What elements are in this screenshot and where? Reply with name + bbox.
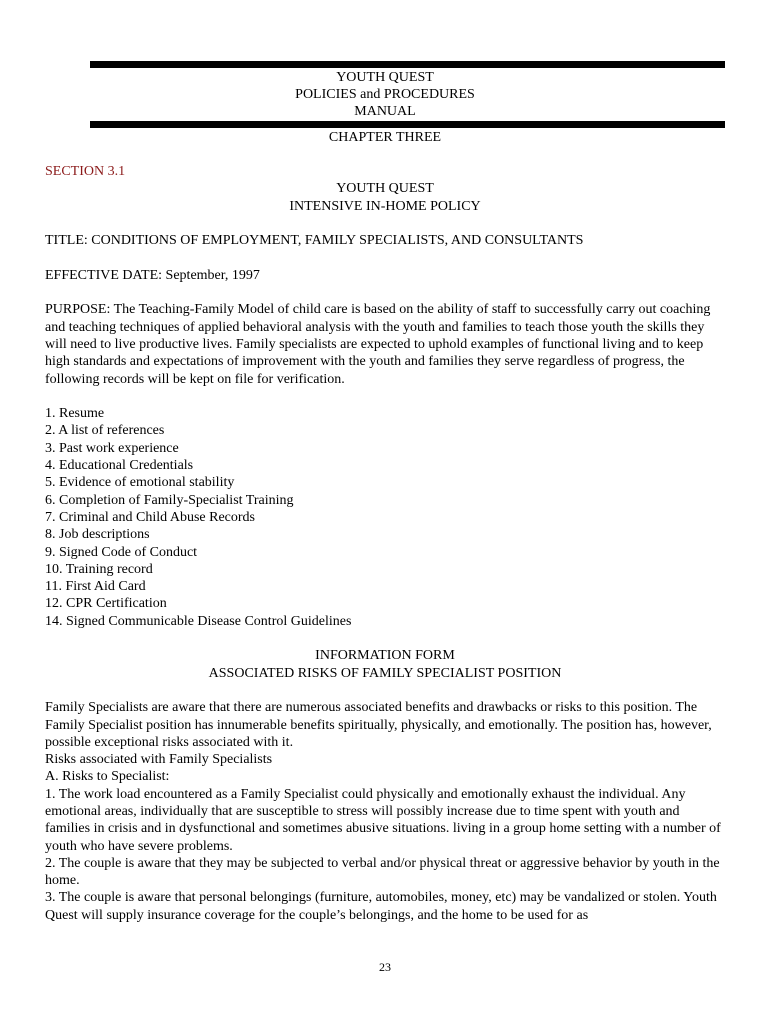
- list-item: 3. Past work experience: [45, 440, 179, 456]
- section-heading-line: INTENSIVE IN-HOME POLICY: [289, 198, 481, 214]
- list-item: 14. Signed Communicable Disease Control Guidelines: [45, 613, 352, 629]
- header-rule-bottom: [90, 121, 725, 128]
- records-list: [45, 405, 725, 630]
- risk-item: 1. The work load encountered as a Family Specialist could physically and emotionally exhaust the individual. Any emotional areas, individually that are susceptible to stress will possibly increase due to time spent with youth and families in crisis and in dysfunctional and sometimes abusive situations. living in a group home setting with a number of youth who have severe problems.: [45, 786, 721, 854]
- manual-title: [90, 69, 680, 120]
- purpose-paragraph: PURPOSE: The Teaching-Family Model of child care is based on the ability of staff to successfully carry out coaching and teaching techniques of applied behavioral analysis with the youth and families to teach those youth the skills they will need to live productive lives. Family specialists are expected to uphold examples of functional living and to keep high standards and expectations of improvement with the youth and families they serve regardless of progress, the following records will be kept on file for verification.: [45, 302, 711, 387]
- list-item: 2. A list of references: [45, 423, 165, 439]
- manual-title-line: YOUTH QUEST: [336, 70, 434, 85]
- list-item: 7. Criminal and Child Abuse Records: [45, 509, 255, 525]
- list-item: 6. Completion of Family-Specialist Training: [45, 492, 294, 508]
- list-item: 8. Job descriptions: [45, 527, 150, 543]
- section-heading: [45, 180, 725, 215]
- list-item: 10. Training record: [45, 561, 153, 577]
- page-number: 23: [379, 960, 391, 974]
- risk-item: 3. The couple is aware that personal belongings (furniture, automobiles, money, etc) may be vandalized or stolen. Youth Quest will supply insurance coverage for the couple’s belongings, and the home to be used for as: [45, 890, 717, 923]
- info-form-heading-line: INFORMATION FORM: [315, 648, 455, 664]
- document-body: [45, 163, 725, 924]
- section-label: SECTION 3.1: [45, 164, 126, 179]
- manual-title-line: POLICIES and PROCEDURES: [295, 87, 475, 102]
- list-item: 12. CPR Certification: [45, 596, 167, 612]
- list-item: 9. Signed Code of Conduct: [45, 544, 198, 560]
- effective-date: EFFECTIVE DATE: September, 1997: [45, 267, 260, 283]
- info-form-heading-line: ASSOCIATED RISKS OF FAMILY SPECIALIST POSITION: [208, 665, 562, 681]
- chapter-heading: CHAPTER THREE: [328, 130, 442, 145]
- risks-heading: Risks associated with Family Specialists: [45, 752, 273, 768]
- list-item: 1. Resume: [45, 406, 105, 422]
- info-form-intro: Family Specialists are aware that there are numerous associated benefits and drawbacks or risks to this position. The Family Specialist position has innumerable benefits spiritually, physically, and emotionally. The position has, however, possible exceptional risks associated with it.: [45, 700, 712, 750]
- list-item: 4. Educational Credentials: [45, 458, 194, 474]
- section-heading-line: YOUTH QUEST: [336, 181, 434, 197]
- policy-title: TITLE: CONDITIONS OF EMPLOYMENT, FAMILY SPECIALISTS, AND CONSULTANTS: [45, 233, 584, 249]
- list-item: 11. First Aid Card: [45, 579, 146, 595]
- manual-title-line: MANUAL: [354, 104, 416, 119]
- list-item: 5. Evidence of emotional stability: [45, 475, 235, 491]
- risk-item: 2. The couple is aware that they may be subjected to verbal and/or physical threat or aggressive behavior by youth in the home.: [45, 855, 720, 889]
- risks-subheading: A. Risks to Specialist:: [45, 769, 170, 785]
- info-form-heading: [45, 647, 725, 682]
- header-rule-top: [90, 61, 725, 68]
